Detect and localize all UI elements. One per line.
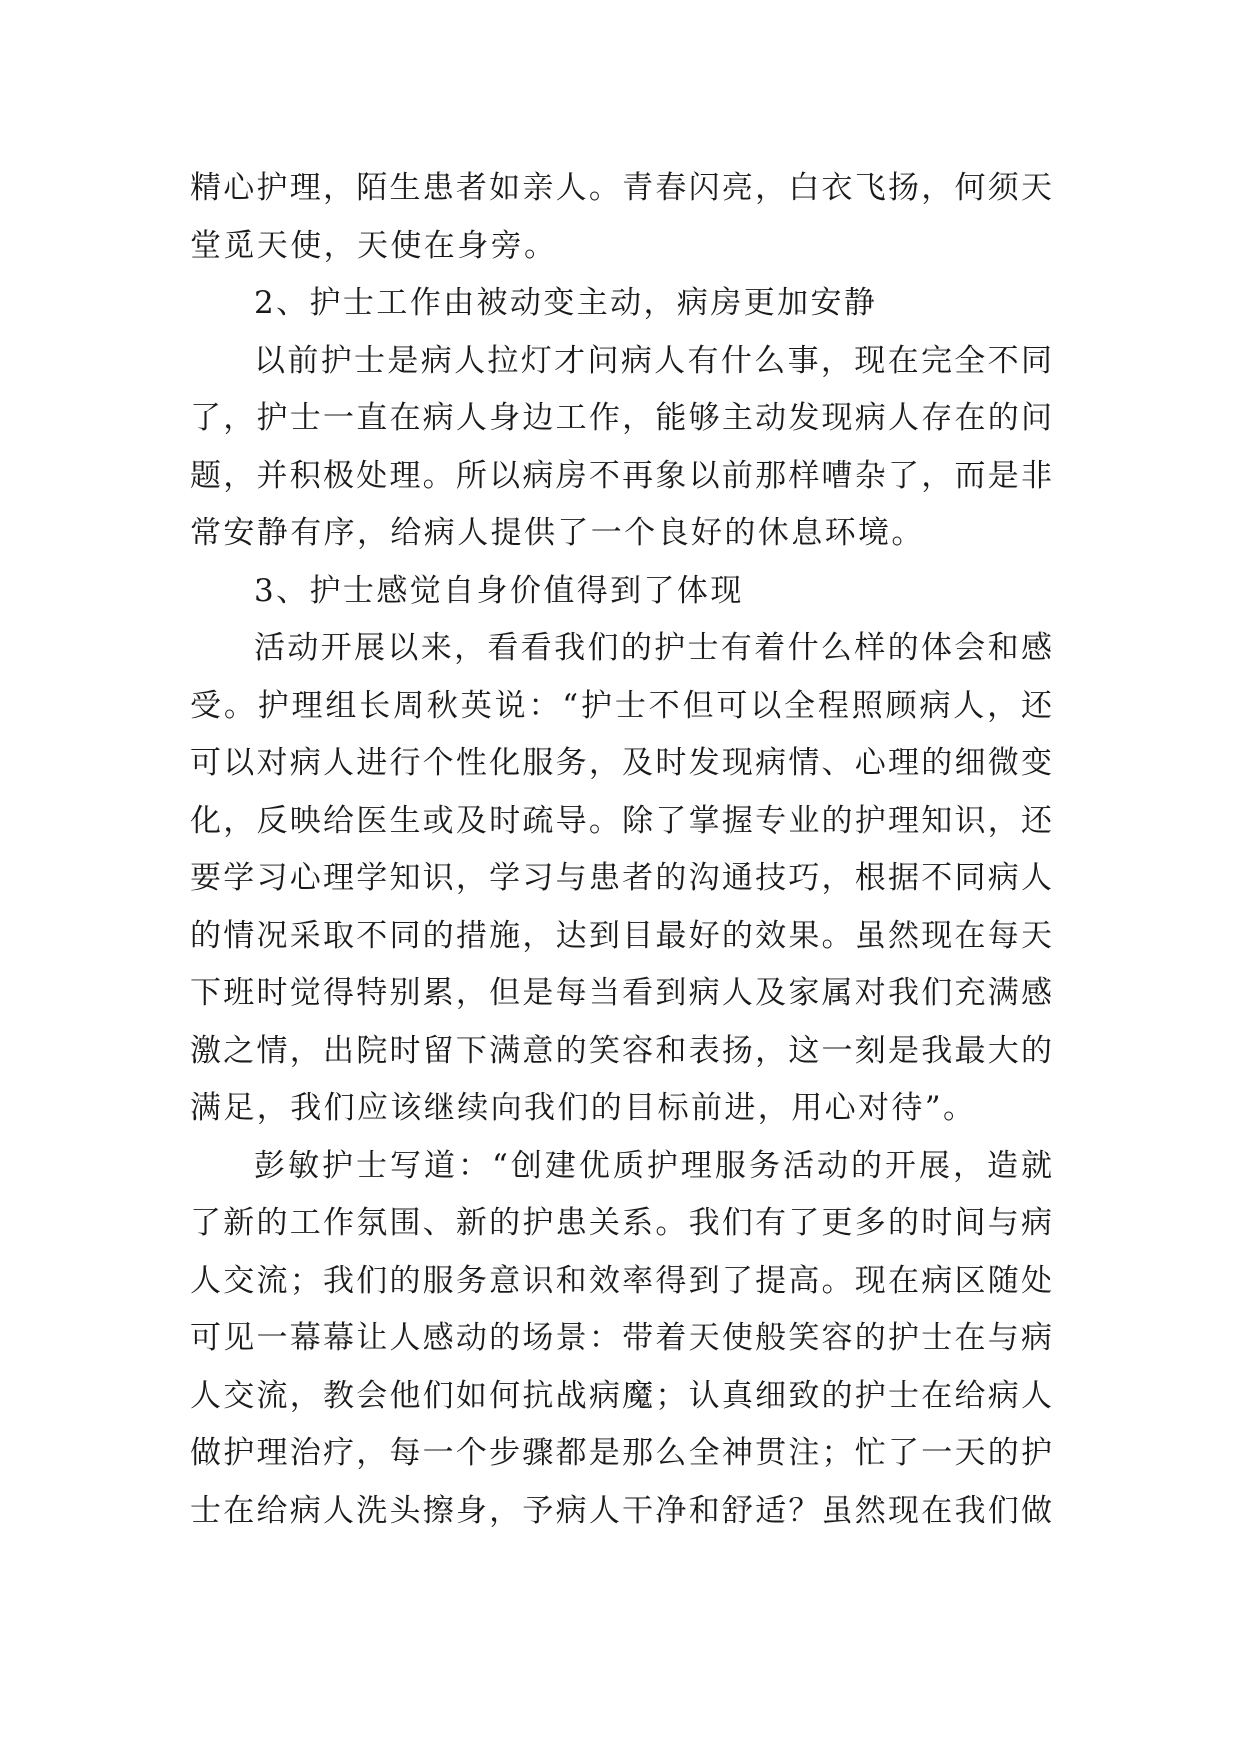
- text-line: 人交流；我们的服务意识和效率得到了提高。现在病区随处: [190, 1262, 1052, 1299]
- text-line: 常安静有序，给病人提供了一个良好的休息环境。: [190, 515, 925, 551]
- text-line: 化，反映给医生或及时疏导。除了掌握专业的护理知识，还: [190, 802, 1052, 839]
- text-line: 人交流，教会他们如何抗战病魔；认真细致的护士在给病人: [190, 1377, 1052, 1414]
- text-line: 题，并积极处理。所以病房不再象以前那样嘈杂了，而是非: [190, 457, 1052, 494]
- text-line: 的情况采取不同的措施，达到目最好的效果。虽然现在每天: [190, 917, 1052, 954]
- text-line: 满足，我们应该继续向我们的目标前进，用心对待”。: [190, 1090, 977, 1126]
- text-line: 激之情，出院时留下满意的笑容和表扬，这一刻是我最大的: [190, 1032, 1052, 1069]
- text-line: 可以对病人进行个性化服务，及时发现病情、心理的细微变: [190, 745, 1052, 781]
- text-line: 士在给病人洗头擦身，予病人干净和舒适？虽然现在我们做: [190, 1492, 1052, 1529]
- text-line: 下班时觉得特别累，但是每当看到病人及家属对我们充满感: [190, 975, 1052, 1011]
- text-line: 可见一幕幕让人感动的场景：带着天使般笑容的护士在与病: [190, 1320, 1052, 1356]
- text-line: 活动开展以来，看看我们的护士有着什么样的体会和感: [254, 630, 1052, 666]
- text-line: 要学习心理学知识，学习与患者的沟通技巧，根据不同病人: [190, 860, 1052, 896]
- text-line: 了新的工作氛围、新的护患关系。我们有了更多的时间与病: [190, 1205, 1052, 1241]
- body-text: [190, 160, 1052, 1540]
- section-heading: 2、护士工作由被动变主动，病房更加安静: [254, 285, 878, 321]
- text-line: 做护理治疗，每一个步骤都是那么全神贯注；忙了一天的护: [190, 1435, 1052, 1471]
- text-line: 精心护理，陌生患者如亲人。青春闪亮，白衣飞扬，何须天: [190, 170, 1052, 206]
- text-line: 受。护理组长周秋英说：“护士不但可以全程照顾病人，还: [190, 687, 1052, 724]
- section-heading: 3、护士感觉自身价值得到了体现: [254, 572, 744, 609]
- text-line: 彭敏护士写道：“创建优质护理服务活动的开展，造就: [254, 1147, 1052, 1184]
- text-line: 堂觅天使，天使在身旁。: [190, 227, 558, 264]
- text-line: 以前护士是病人拉灯才问病人有什么事，现在完全不同: [254, 342, 1052, 379]
- text-line: 了，护士一直在病人身边工作，能够主动发现病人存在的问: [190, 400, 1052, 436]
